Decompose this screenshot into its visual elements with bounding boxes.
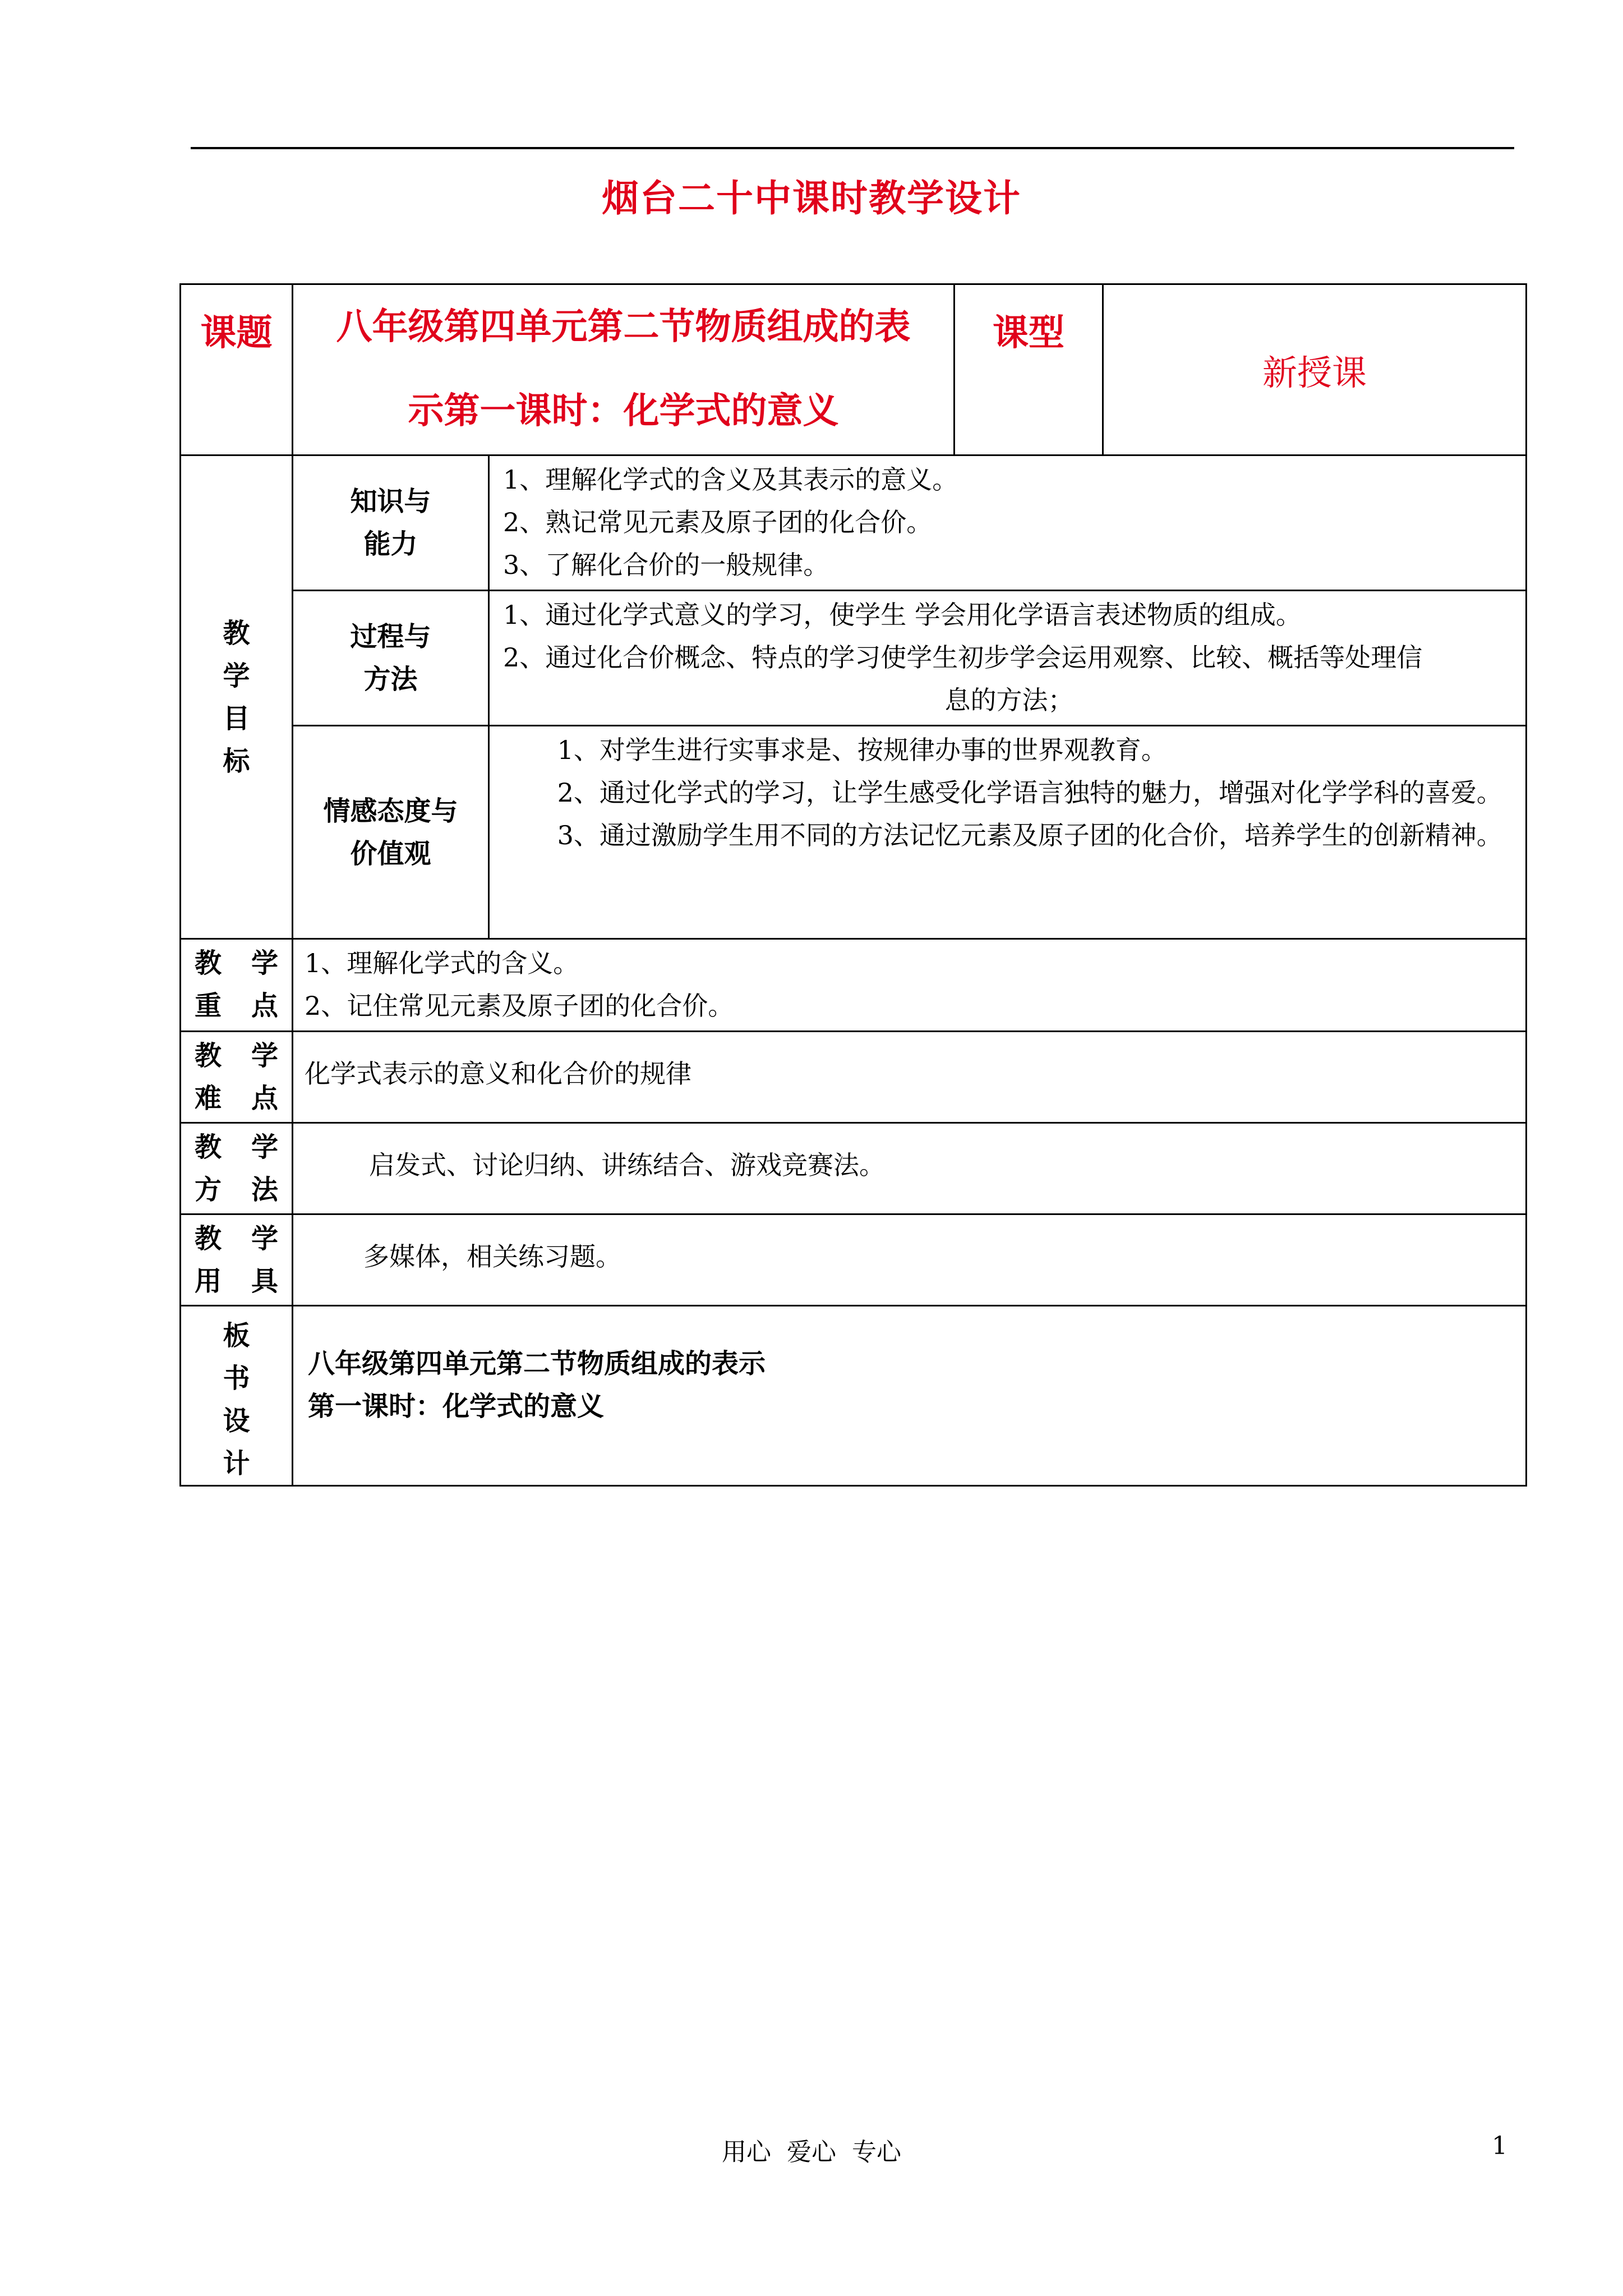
topic-row bbox=[181, 284, 1527, 455]
process-item: 2、通过化合价概念、特点的学习使学生初步学会运用观察、比较、概括等处理信 bbox=[503, 642, 1423, 673]
board-char-2: 书 bbox=[223, 1363, 250, 1394]
emotion-label-line-1: 情感态度与 bbox=[323, 795, 458, 827]
topic-line-1: 八年级第四单元第二节物质组成的表 bbox=[336, 306, 911, 348]
header-rule bbox=[191, 147, 1514, 149]
board-char-3: 设 bbox=[223, 1405, 250, 1437]
emotion-item: 2、通过化学式的学习，让学生感受化学语言独特的魅力，增强对化学学科的喜爱。 bbox=[557, 777, 1502, 808]
board-char-4: 计 bbox=[223, 1448, 250, 1479]
methods-row bbox=[181, 1123, 1527, 1214]
methods-label-line-2: 方法 bbox=[195, 1174, 278, 1205]
board-content bbox=[293, 1306, 1527, 1486]
board-line-2: 第一课时：化学式的意义 bbox=[308, 1391, 605, 1422]
methods-content: 启发式、讨论归纳、讲练结合、游戏竞赛法。 bbox=[293, 1123, 1527, 1214]
objectives-char-2: 学 bbox=[223, 660, 250, 692]
objective-emotion-row bbox=[181, 726, 1527, 939]
emotion-content bbox=[489, 726, 1527, 939]
tools-label-line-2: 用具 bbox=[195, 1266, 278, 1297]
methods-label-line-1: 教 学 bbox=[195, 1131, 278, 1163]
type-value: 新授课 bbox=[1103, 284, 1527, 455]
knowledge-label-line-2: 能力 bbox=[363, 528, 418, 560]
process-item: 息的方法； bbox=[944, 685, 1074, 715]
knowledge-label-line-1: 知识与 bbox=[350, 486, 431, 517]
board-label bbox=[181, 1306, 293, 1486]
key-point-item: 2、记住常见元素及原子团的化合价。 bbox=[305, 991, 734, 1021]
objectives-label bbox=[181, 455, 293, 939]
emotion-item: 1、对学生进行实事求是、按规律办事的世界观教育。 bbox=[557, 735, 1167, 765]
key-points-label-line-2: 重点 bbox=[195, 990, 278, 1022]
emotion-item: 3、通过激励学生用不同的方法记忆元素及原子团的化合价，培养学生的创新精神。 bbox=[557, 820, 1502, 850]
objective-process-row bbox=[181, 591, 1527, 726]
difficulties-label bbox=[181, 1032, 293, 1123]
knowledge-item: 2、熟记常见元素及原子团的化合价。 bbox=[503, 507, 933, 537]
document-title: 烟台二十中课时教学设计 bbox=[602, 177, 1021, 220]
objectives-char-1: 教 bbox=[223, 617, 250, 649]
process-label-line-1: 过程与 bbox=[350, 621, 431, 652]
topic-line-2: 示第一课时：化学式的意义 bbox=[408, 390, 839, 432]
objective-knowledge-row bbox=[181, 455, 1527, 591]
key-points-label bbox=[181, 939, 293, 1032]
page-number: 1 bbox=[1492, 2132, 1507, 2160]
emotion-label bbox=[293, 726, 489, 939]
tools-label-line-1: 教 学 bbox=[195, 1223, 278, 1254]
process-content bbox=[489, 591, 1527, 726]
key-points-label-line-1: 教 学 bbox=[195, 947, 278, 979]
methods-label bbox=[181, 1123, 293, 1214]
key-points-content bbox=[293, 939, 1527, 1032]
emotion-label-line-2: 价值观 bbox=[350, 838, 431, 869]
board-char-1: 板 bbox=[223, 1320, 250, 1351]
process-label bbox=[293, 591, 489, 726]
lesson-plan-table bbox=[179, 283, 1527, 1487]
objectives-char-3: 目 bbox=[223, 702, 250, 734]
knowledge-content bbox=[489, 455, 1527, 591]
topic-label: 课题 bbox=[181, 284, 293, 455]
type-label: 课型 bbox=[955, 284, 1103, 455]
topic-content bbox=[293, 284, 955, 455]
difficulties-row bbox=[181, 1032, 1527, 1123]
difficulties-content: 化学式表示的意义和化合价的规律 bbox=[293, 1032, 1527, 1123]
process-item: 1、通过化学式意义的学习，使学生 学会用化学语言表述物质的组成。 bbox=[503, 600, 1302, 630]
tools-row bbox=[181, 1214, 1527, 1306]
key-points-row bbox=[181, 939, 1527, 1032]
board-line-1: 八年级第四单元第二节物质组成的表示 bbox=[308, 1348, 766, 1379]
knowledge-item: 3、了解化合价的一般规律。 bbox=[503, 550, 829, 580]
process-label-line-2: 方法 bbox=[363, 664, 418, 695]
knowledge-label bbox=[293, 455, 489, 591]
objectives-char-4: 标 bbox=[223, 745, 250, 777]
difficulties-label-line-2: 难点 bbox=[195, 1083, 278, 1114]
page-footer: 用心 爱心 专心 bbox=[722, 2138, 901, 2166]
board-row bbox=[181, 1306, 1527, 1486]
knowledge-item: 1、理解化学式的含义及其表示的意义。 bbox=[503, 464, 958, 495]
difficulties-label-line-1: 教 学 bbox=[195, 1040, 278, 1071]
tools-content: 多媒体，相关练习题。 bbox=[293, 1214, 1527, 1306]
key-point-item: 1、理解化学式的含义。 bbox=[305, 948, 579, 978]
tools-label bbox=[181, 1214, 293, 1306]
